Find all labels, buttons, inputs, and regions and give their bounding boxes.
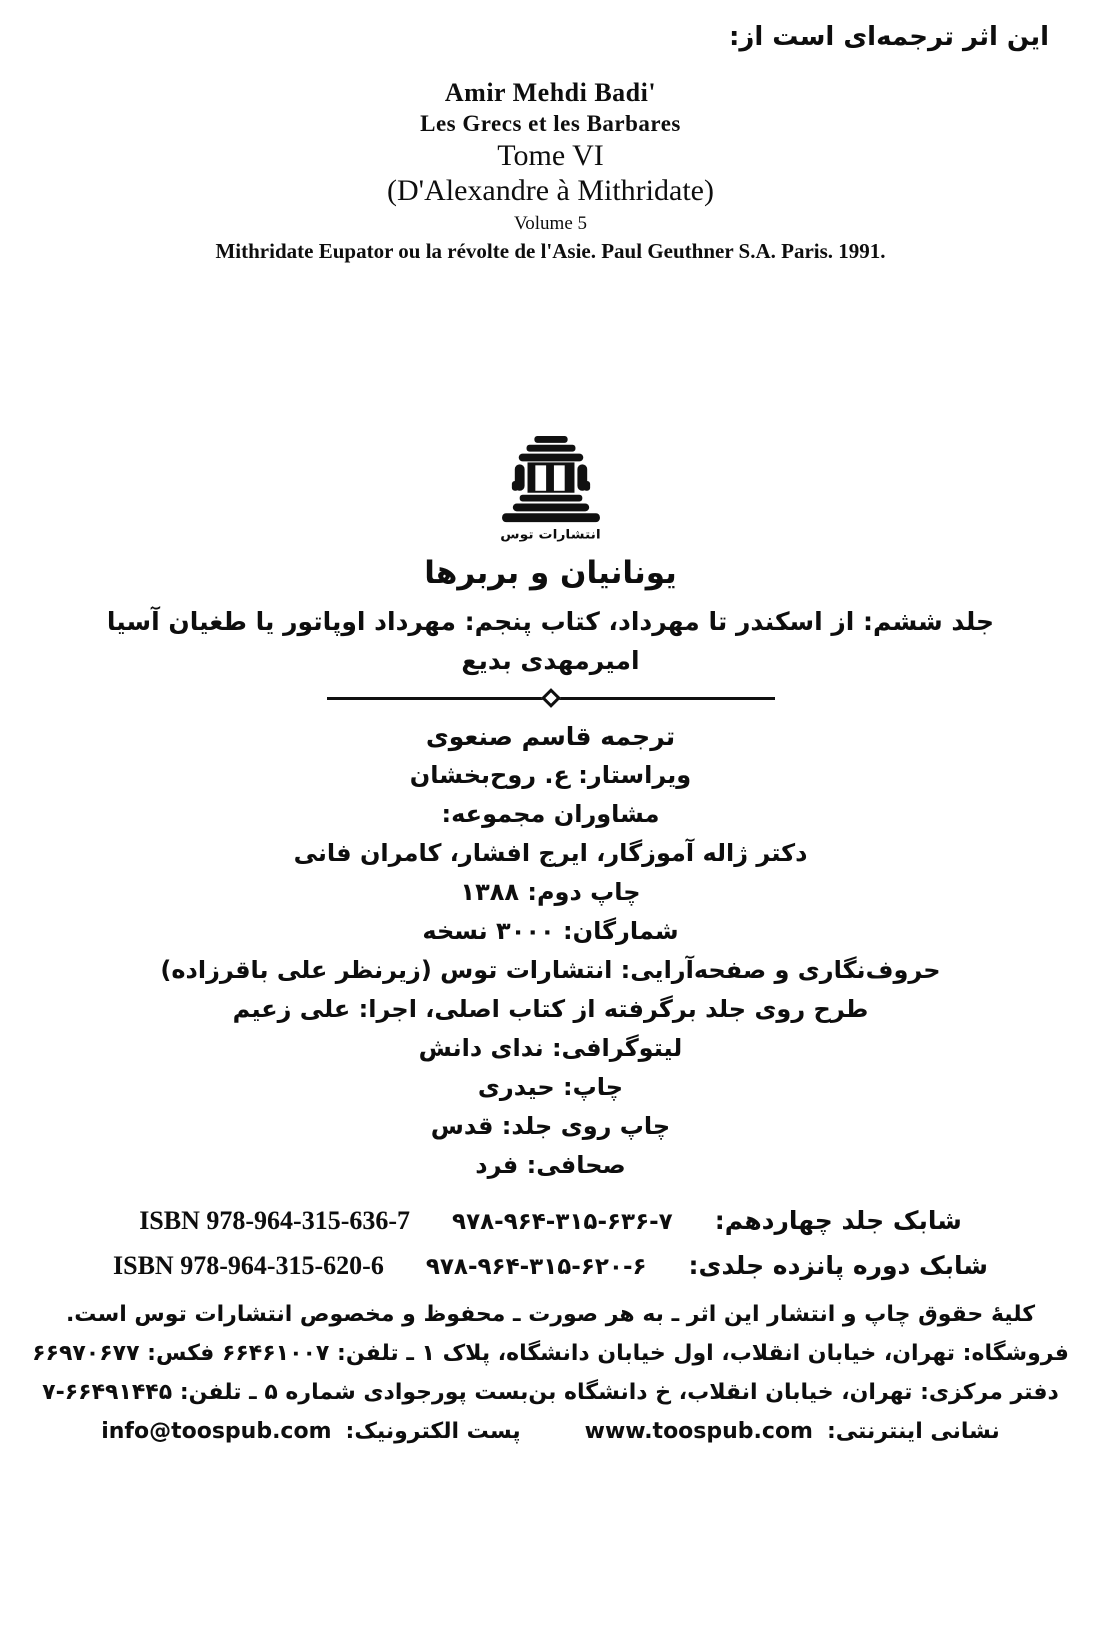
isbn-row-set [0, 1246, 1101, 1287]
original-work-block [0, 78, 1101, 264]
credit-cover-design: طرح روی جلد برگرفته از کتاب اصلی، اجرا: علی زعیم [232, 995, 869, 1023]
email-label: پست الکترونیک: [345, 1419, 521, 1444]
isbn-volume-fa: ۹۷۸-۹۶۴-۳۱۵-۶۳۶-۷ [452, 1209, 673, 1235]
translation-note: این اثر ترجمه‌ای است از: [728, 22, 1049, 52]
isbn-row-volume [0, 1201, 1101, 1242]
original-subtitle: (D'Alexandre à Mithridate) [387, 174, 714, 207]
credit-printing: چاپ: حیدری [477, 1073, 624, 1101]
credit-translator: ترجمه قاسم صنعوی [425, 722, 676, 751]
isbn-set-fa: ۹۷۸-۹۶۴-۳۱۵-۶۲۰-۶ [425, 1254, 647, 1280]
website-url: www.toospub.com [584, 1419, 813, 1444]
credit-typesetting: حروف‌نگاری و صفحه‌آرایی: انتشارات توس (زیرنظر علی باقرزاده) [160, 956, 941, 984]
isbn-set-label: شابک دوره پانزده جلدی: [688, 1251, 988, 1280]
copyright-line: کلیهٔ حقوق چاپ و انتشار این اثر ـ به هر صورت ـ محفوظ و مخصوص انتشارات توس است. [65, 1302, 1036, 1327]
original-author: Amir Mehdi Badi' [444, 78, 657, 107]
toos-emblem-icon [492, 436, 610, 526]
store-address: فروشگاه: تهران، خیابان انقلاب، اول خیابان دانشگاه، پلاک ۱ ـ تلفن: ۶۶۴۶۱۰۰۷ فکس: ۶۶۹۷۰۶۷۷ [32, 1341, 1069, 1366]
book-author: امیرمهدی بدیع [461, 646, 640, 675]
original-volume: Volume 5 [513, 213, 587, 234]
isbn-block [0, 1201, 1101, 1287]
publisher-info-block [0, 1295, 1101, 1452]
isbn-volume-label: شابک جلد چهاردهم: [714, 1206, 962, 1235]
original-imprint: Mithridate Eupator ou la révolte de l'Asie. Paul Geuthner S.A. Paris. 1991. [215, 239, 886, 263]
isbn-volume-en: ISBN 978-964-315-636-7 [139, 1206, 411, 1235]
publisher-logo-caption: انتشارات توس [500, 527, 601, 543]
original-tome: Tome VI [497, 139, 604, 172]
web-contact-line [0, 1412, 1101, 1452]
credit-cover-print: چاپ روی جلد: قدس [430, 1112, 671, 1140]
title-divider [327, 691, 775, 705]
credit-consultants: دکتر ژاله آموزگار، ایرج افشار، کامران فانی [293, 839, 808, 867]
office-address: دفتر مرکزی: تهران، خیابان انقلاب، خ دانشگاه بن‌بست پورجوادی شماره ۵ ـ تلفن: ۶۶۴۹۱۴۴۵-۷ [42, 1380, 1059, 1405]
diamond-icon [541, 688, 561, 708]
credits-block [0, 717, 1101, 1185]
email-address: info@toospub.com [101, 1419, 332, 1444]
original-title: Les Grecs et les Barbares [420, 111, 681, 136]
book-subtitle: جلد ششم: از اسکندر تا مهرداد، کتاب پنجم: مهرداد اوپاتور یا طغیان آسیا [106, 607, 995, 636]
book-title: یونانیان و بربرها [424, 555, 677, 591]
isbn-set-en: ISBN 978-964-315-620-6 [113, 1251, 384, 1280]
colophon-page [0, 22, 1101, 1634]
credit-consultants-label: مشاوران مجموعه: [441, 800, 660, 828]
credit-edition: چاپ دوم: ۱۳۸۸ [460, 878, 641, 906]
credit-lithography: لیتوگرافی: ندای دانش [418, 1034, 683, 1062]
credit-binding: صحافی: فرد [475, 1151, 626, 1179]
credit-editor: ویراستار: ع. روح‌بخشان [409, 761, 692, 789]
credit-print-run: شمارگان: ۳۰۰۰ نسخه [422, 917, 679, 945]
divider-line [559, 697, 775, 700]
publisher-logo [0, 436, 1101, 543]
website-label: نشانی اینترنتی: [826, 1419, 1000, 1444]
divider-line [327, 697, 543, 700]
